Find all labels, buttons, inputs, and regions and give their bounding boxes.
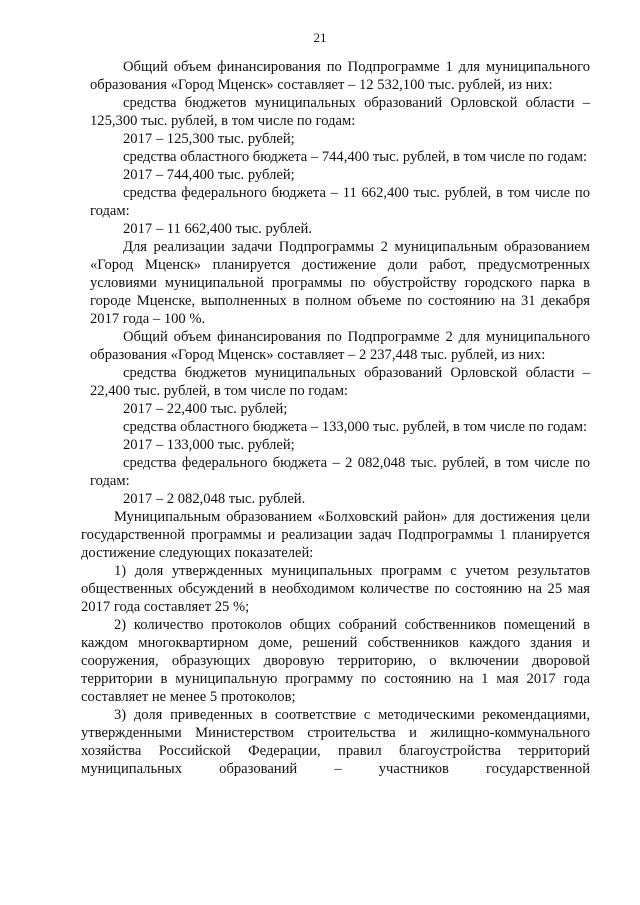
paragraph: 2) количество протоколов общих собраний собственников помещений в каждом многоквартирном доме, решений собственников каждого здания и сооружения, образующих дворовую территорию, о включении дворовой территории в муниципальную программу по состоянию на 1 мая 2017 года составляет не менее 5 протоколов; [81, 617, 590, 705]
paragraph: 2017 – 744,400 тыс. рублей; [123, 167, 295, 183]
paragraph: средства областного бюджета – 744,400 тыс. рублей, в том числе по годам: [123, 149, 588, 165]
paragraph: средства бюджетов муниципальных образований Орловской области – 125,300 тыс. рублей, в том числе по годам: [90, 95, 590, 129]
paragraph: 2017 – 22,400 тыс. рублей; [123, 401, 288, 417]
paragraph: Общий объем финансирования по Подпрограмме 1 для муниципального образования «Город Мценск» составляет – 12 532,100 тыс. рублей, из них: [90, 59, 590, 93]
paragraph: 2017 – 133,000 тыс. рублей; [123, 437, 295, 453]
paragraph: Общий объем финансирования по Подпрограмме 2 для муниципального образования «Город Мценск» составляет – 2 237,448 тыс. рублей, из них: [90, 329, 590, 363]
paragraph: 2017 – 11 662,400 тыс. рублей. [123, 221, 313, 237]
paragraph: средства бюджетов муниципальных образований Орловской области – 22,400 тыс. рублей, в том числе по годам: [90, 365, 590, 399]
paragraph: 3) доля приведенных в соответствие с методическими рекомендациями, утвержденными Министерством строительства и жилищно-коммунального хозяйства Российской Федерации, правил благоустройства территорий муниципальных образований – участников государственной [81, 707, 590, 777]
paragraph: Для реализации задачи Подпрограммы 2 муниципальным образованием «Город Мценск» планируется достижение доли работ, предусмотренных условиями муниципальной программы по обустройству городского парка в городе Мценске, выполненных в полном объеме по состоянию на 31 декабря 2017 года – 100 %. [90, 239, 590, 327]
paragraph: 1) доля утвержденных муниципальных программ с учетом результатов общественных обсуждений в необходимом количестве по состоянию на 25 мая 2017 года составляет 25 %; [81, 563, 590, 615]
paragraph: средства областного бюджета – 133,000 тыс. рублей, в том числе по годам: [123, 419, 588, 435]
page-number: 21 [313, 30, 327, 45]
paragraph: средства федерального бюджета – 2 082,048 тыс. рублей, в том числе по годам: [90, 455, 590, 489]
paragraph: 2017 – 2 082,048 тыс. рублей. [123, 491, 306, 507]
paragraph: 2017 – 125,300 тыс. рублей; [123, 131, 295, 147]
paragraph: Муниципальным образованием «Болховский район» для достижения цели государственной программы и реализации задач Подпрограммы 1 планируется достижение следующих показателей: [81, 509, 590, 561]
paragraph: средства федерального бюджета – 11 662,400 тыс. рублей, в том числе по годам: [90, 185, 590, 219]
document-body [81, 58, 590, 778]
